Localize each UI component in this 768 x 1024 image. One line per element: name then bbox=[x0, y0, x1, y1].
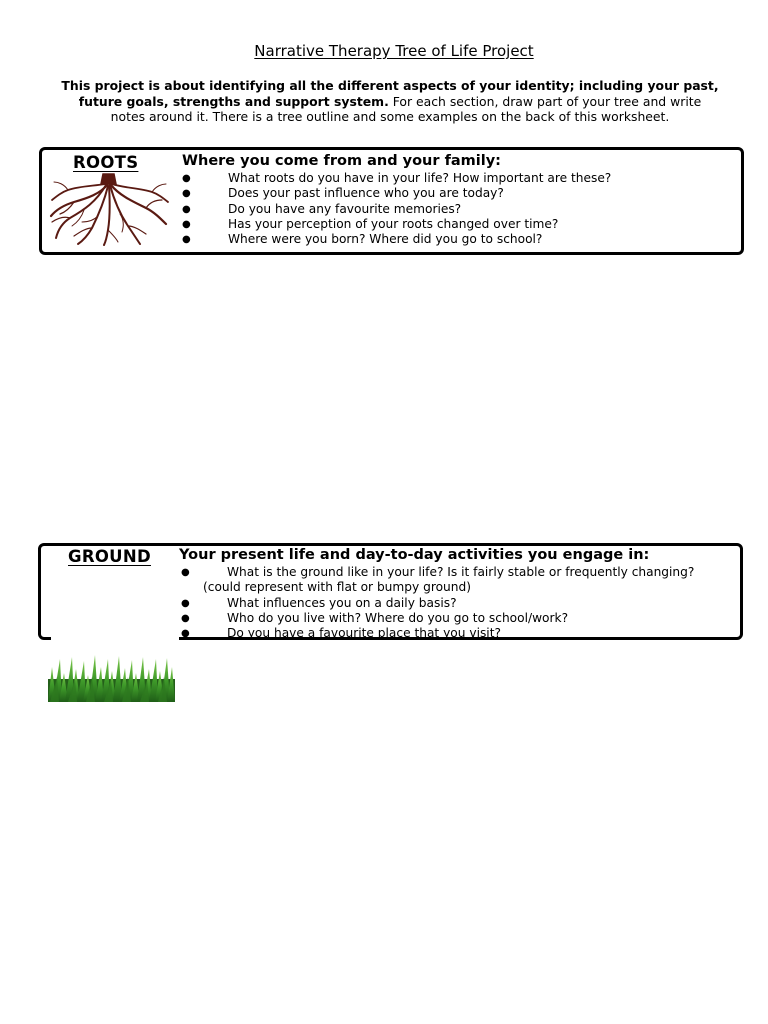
grass-icon bbox=[48, 653, 175, 702]
intro-paragraph bbox=[60, 78, 720, 125]
intro-normal-text: For each section, draw part of your tree and write notes around it. There is a tree outline and some examples on the back of this worksheet. bbox=[110, 93, 702, 124]
roots-label: ROOTS bbox=[73, 153, 139, 172]
bullet-text: Who do you live with? Where do you go to school/work? bbox=[227, 610, 569, 625]
bullet-text: Do you have any favourite memories? bbox=[228, 201, 462, 216]
roots-heading: Where you come from and your family: bbox=[182, 153, 501, 169]
roots-bullet-list bbox=[179, 171, 739, 247]
list-item bbox=[178, 626, 738, 641]
bullet-icon: ● bbox=[181, 628, 190, 640]
bullet-icon: ● bbox=[182, 173, 191, 184]
list-item bbox=[179, 171, 739, 186]
bullet-icon: ● bbox=[182, 188, 191, 200]
bullet-icon: ● bbox=[182, 203, 191, 215]
bullet-continuation: (could represent with flat or bumpy ground) bbox=[203, 580, 471, 595]
bullet-icon: ● bbox=[181, 567, 190, 578]
ground-label: GROUND bbox=[68, 547, 151, 566]
bullet-text: Has your perception of your roots changed over time? bbox=[228, 216, 559, 231]
list-item bbox=[179, 217, 739, 232]
list-item bbox=[178, 565, 738, 596]
bullet-text: Does your past influence who you are today? bbox=[228, 186, 504, 201]
tree-roots-icon bbox=[48, 172, 170, 246]
list-item bbox=[179, 232, 739, 247]
list-item bbox=[179, 202, 739, 217]
list-item bbox=[178, 611, 738, 626]
bullet-icon: ● bbox=[182, 234, 191, 246]
bullet-icon: ● bbox=[181, 597, 190, 609]
bullet-text: What is the ground like in your life? Is it fairly stable or frequently changing? bbox=[227, 565, 695, 579]
bullet-icon: ● bbox=[182, 218, 191, 230]
page-title: Narrative Therapy Tree of Life Project bbox=[254, 42, 534, 60]
list-item bbox=[178, 596, 738, 611]
bullet-icon: ● bbox=[181, 612, 190, 624]
ground-heading: Your present life and day-to-day activities you engage in: bbox=[179, 547, 650, 563]
intro-bold-text: This project is about identifying all the different aspects of your identity; including your past, future goals, strengths and support system. bbox=[61, 78, 719, 109]
list-item bbox=[179, 186, 739, 201]
bullet-text: Where were you born? Where did you go to school? bbox=[228, 232, 543, 247]
ground-bullet-list bbox=[178, 565, 738, 641]
roots-section bbox=[39, 147, 744, 255]
bullet-text: Do you have a favourite place that you visit? bbox=[227, 626, 501, 641]
ground-section bbox=[38, 543, 743, 640]
border-gap bbox=[51, 636, 179, 640]
bullet-text: What influences you on a daily basis? bbox=[227, 595, 457, 610]
bullet-text: What roots do you have in your life? How important are these? bbox=[228, 171, 612, 185]
